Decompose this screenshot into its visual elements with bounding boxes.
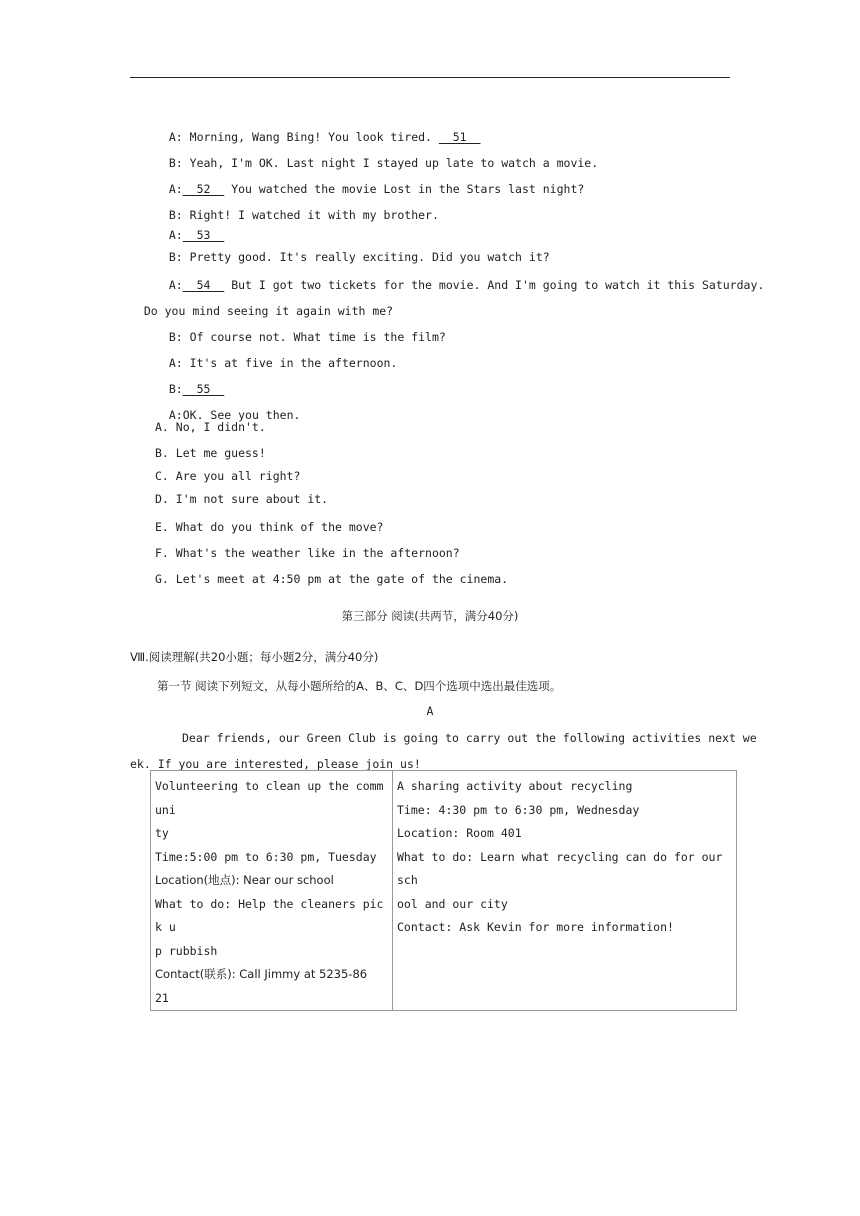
subsection-instruction: 第一节 阅读下列短文，从每小题所给的A、B、C、D四个选项中选出最佳选项。 bbox=[157, 679, 562, 693]
answer-blank[interactable]: 52 bbox=[182, 182, 225, 196]
dialogue-line bbox=[155, 368, 224, 396]
section-title: Ⅷ.阅读理解(共20小题；每小题2分，满分40分) bbox=[130, 650, 379, 664]
option-f: F. What's the weather like in the afternoon? bbox=[155, 546, 460, 560]
dialogue-text: But I got two tickets for the movie. And I'm going to watch it this Saturday. bbox=[224, 278, 765, 292]
dialogue-line bbox=[155, 142, 598, 170]
option-c: C. Are you all right? bbox=[155, 469, 301, 483]
option-g: G. Let's meet at 4:50 pm at the gate of the cinema. bbox=[155, 572, 509, 586]
dialogue-text: Pretty good. It's really exciting. Did you watch it? bbox=[182, 250, 550, 264]
speaker: A: bbox=[168, 278, 183, 292]
dialogue-text: Morning, Wang Bing! You look tired. bbox=[182, 130, 439, 144]
speaker: B: bbox=[168, 330, 183, 344]
activity-title: Volunteering to clean up the communi bbox=[155, 779, 384, 817]
dialogue-text: Of course not. What time is the film? bbox=[182, 330, 446, 344]
speaker: A: bbox=[168, 130, 183, 144]
answer-blank[interactable]: 53 bbox=[182, 228, 225, 242]
answer-blank[interactable]: 55 bbox=[182, 382, 225, 396]
activity-time: Time:5:00 pm to 6:30 pm, Tuesday bbox=[155, 849, 377, 864]
speaker: B: bbox=[168, 208, 183, 222]
speaker: B: bbox=[168, 382, 183, 396]
activity-contact: Contact: Ask Kevin for more information! bbox=[397, 920, 674, 934]
passage-intro-line: Dear friends, our Green Club is going to carry out the following activities next we bbox=[182, 731, 757, 745]
dialogue-text: Right! I watched it with my brother. bbox=[182, 208, 439, 222]
speaker: A: bbox=[168, 182, 183, 196]
activity-time: Time: 4:30 pm to 6:30 pm, Wednesday bbox=[397, 802, 640, 817]
speaker: B: bbox=[168, 250, 183, 264]
speaker: A: bbox=[168, 228, 183, 242]
dialogue-line bbox=[155, 116, 480, 144]
activity-location: Location(地点): Near our school bbox=[155, 873, 334, 887]
activities-table bbox=[150, 770, 737, 1011]
dialogue-text: Yeah, I'm OK. Last night I stayed up late to watch a movie. bbox=[182, 156, 599, 170]
dialogue-line bbox=[155, 342, 397, 370]
activity-title-cont: ty bbox=[155, 826, 169, 840]
dialogue-line bbox=[155, 394, 300, 422]
dialogue-line bbox=[155, 264, 764, 292]
dialogue-line bbox=[130, 290, 393, 318]
part-title: 第三部分 阅读(共两节，满分40分) bbox=[341, 609, 519, 623]
speaker: A: bbox=[168, 356, 183, 370]
activity-cell-volunteering bbox=[151, 771, 393, 1011]
activity-cell-recycling bbox=[393, 771, 737, 1011]
header-rule bbox=[130, 77, 730, 78]
answer-blank[interactable]: 54 bbox=[182, 278, 225, 292]
dialogue-line bbox=[155, 316, 446, 344]
option-a: A. No, I didn't. bbox=[155, 420, 266, 434]
dialogue-text: It's at five in the afternoon. bbox=[182, 356, 398, 370]
option-d: D. I'm not sure about it. bbox=[155, 492, 329, 506]
activity-title: A sharing activity about recycling bbox=[397, 779, 633, 793]
option-b: B. Let me guess! bbox=[155, 446, 266, 460]
dialogue-text: You watched the movie Lost in the Stars last night? bbox=[224, 182, 585, 196]
dialogue-line bbox=[155, 236, 550, 264]
activity-location: Location: Room 401 bbox=[397, 826, 522, 840]
option-e: E. What do you think of the move? bbox=[155, 520, 384, 534]
passage-label: A bbox=[426, 704, 434, 718]
activity-contact-cont: 21 bbox=[155, 990, 169, 1005]
dialogue-text: Do you mind seeing it again with me? bbox=[143, 304, 394, 318]
answer-blank[interactable]: 51 bbox=[438, 130, 481, 144]
activity-what-to-do-cont: ool and our city bbox=[397, 896, 508, 911]
activity-what-to-do: What to do: Learn what recycling can do for our sch bbox=[397, 849, 723, 887]
speaker: B: bbox=[168, 156, 183, 170]
passage-intro-line: ek. If you are interested, please join us! bbox=[130, 757, 421, 771]
activity-contact: Contact(联系): Call Jimmy at 5235-86 bbox=[155, 967, 368, 981]
speaker: A: bbox=[168, 408, 183, 422]
dialogue-text: OK. See you then. bbox=[182, 408, 301, 422]
activity-what-to-do-cont: p rubbish bbox=[155, 943, 218, 958]
table-row bbox=[151, 771, 737, 1011]
activity-what-to-do: What to do: Help the cleaners pick u bbox=[155, 896, 384, 934]
dialogue-line bbox=[155, 168, 584, 196]
